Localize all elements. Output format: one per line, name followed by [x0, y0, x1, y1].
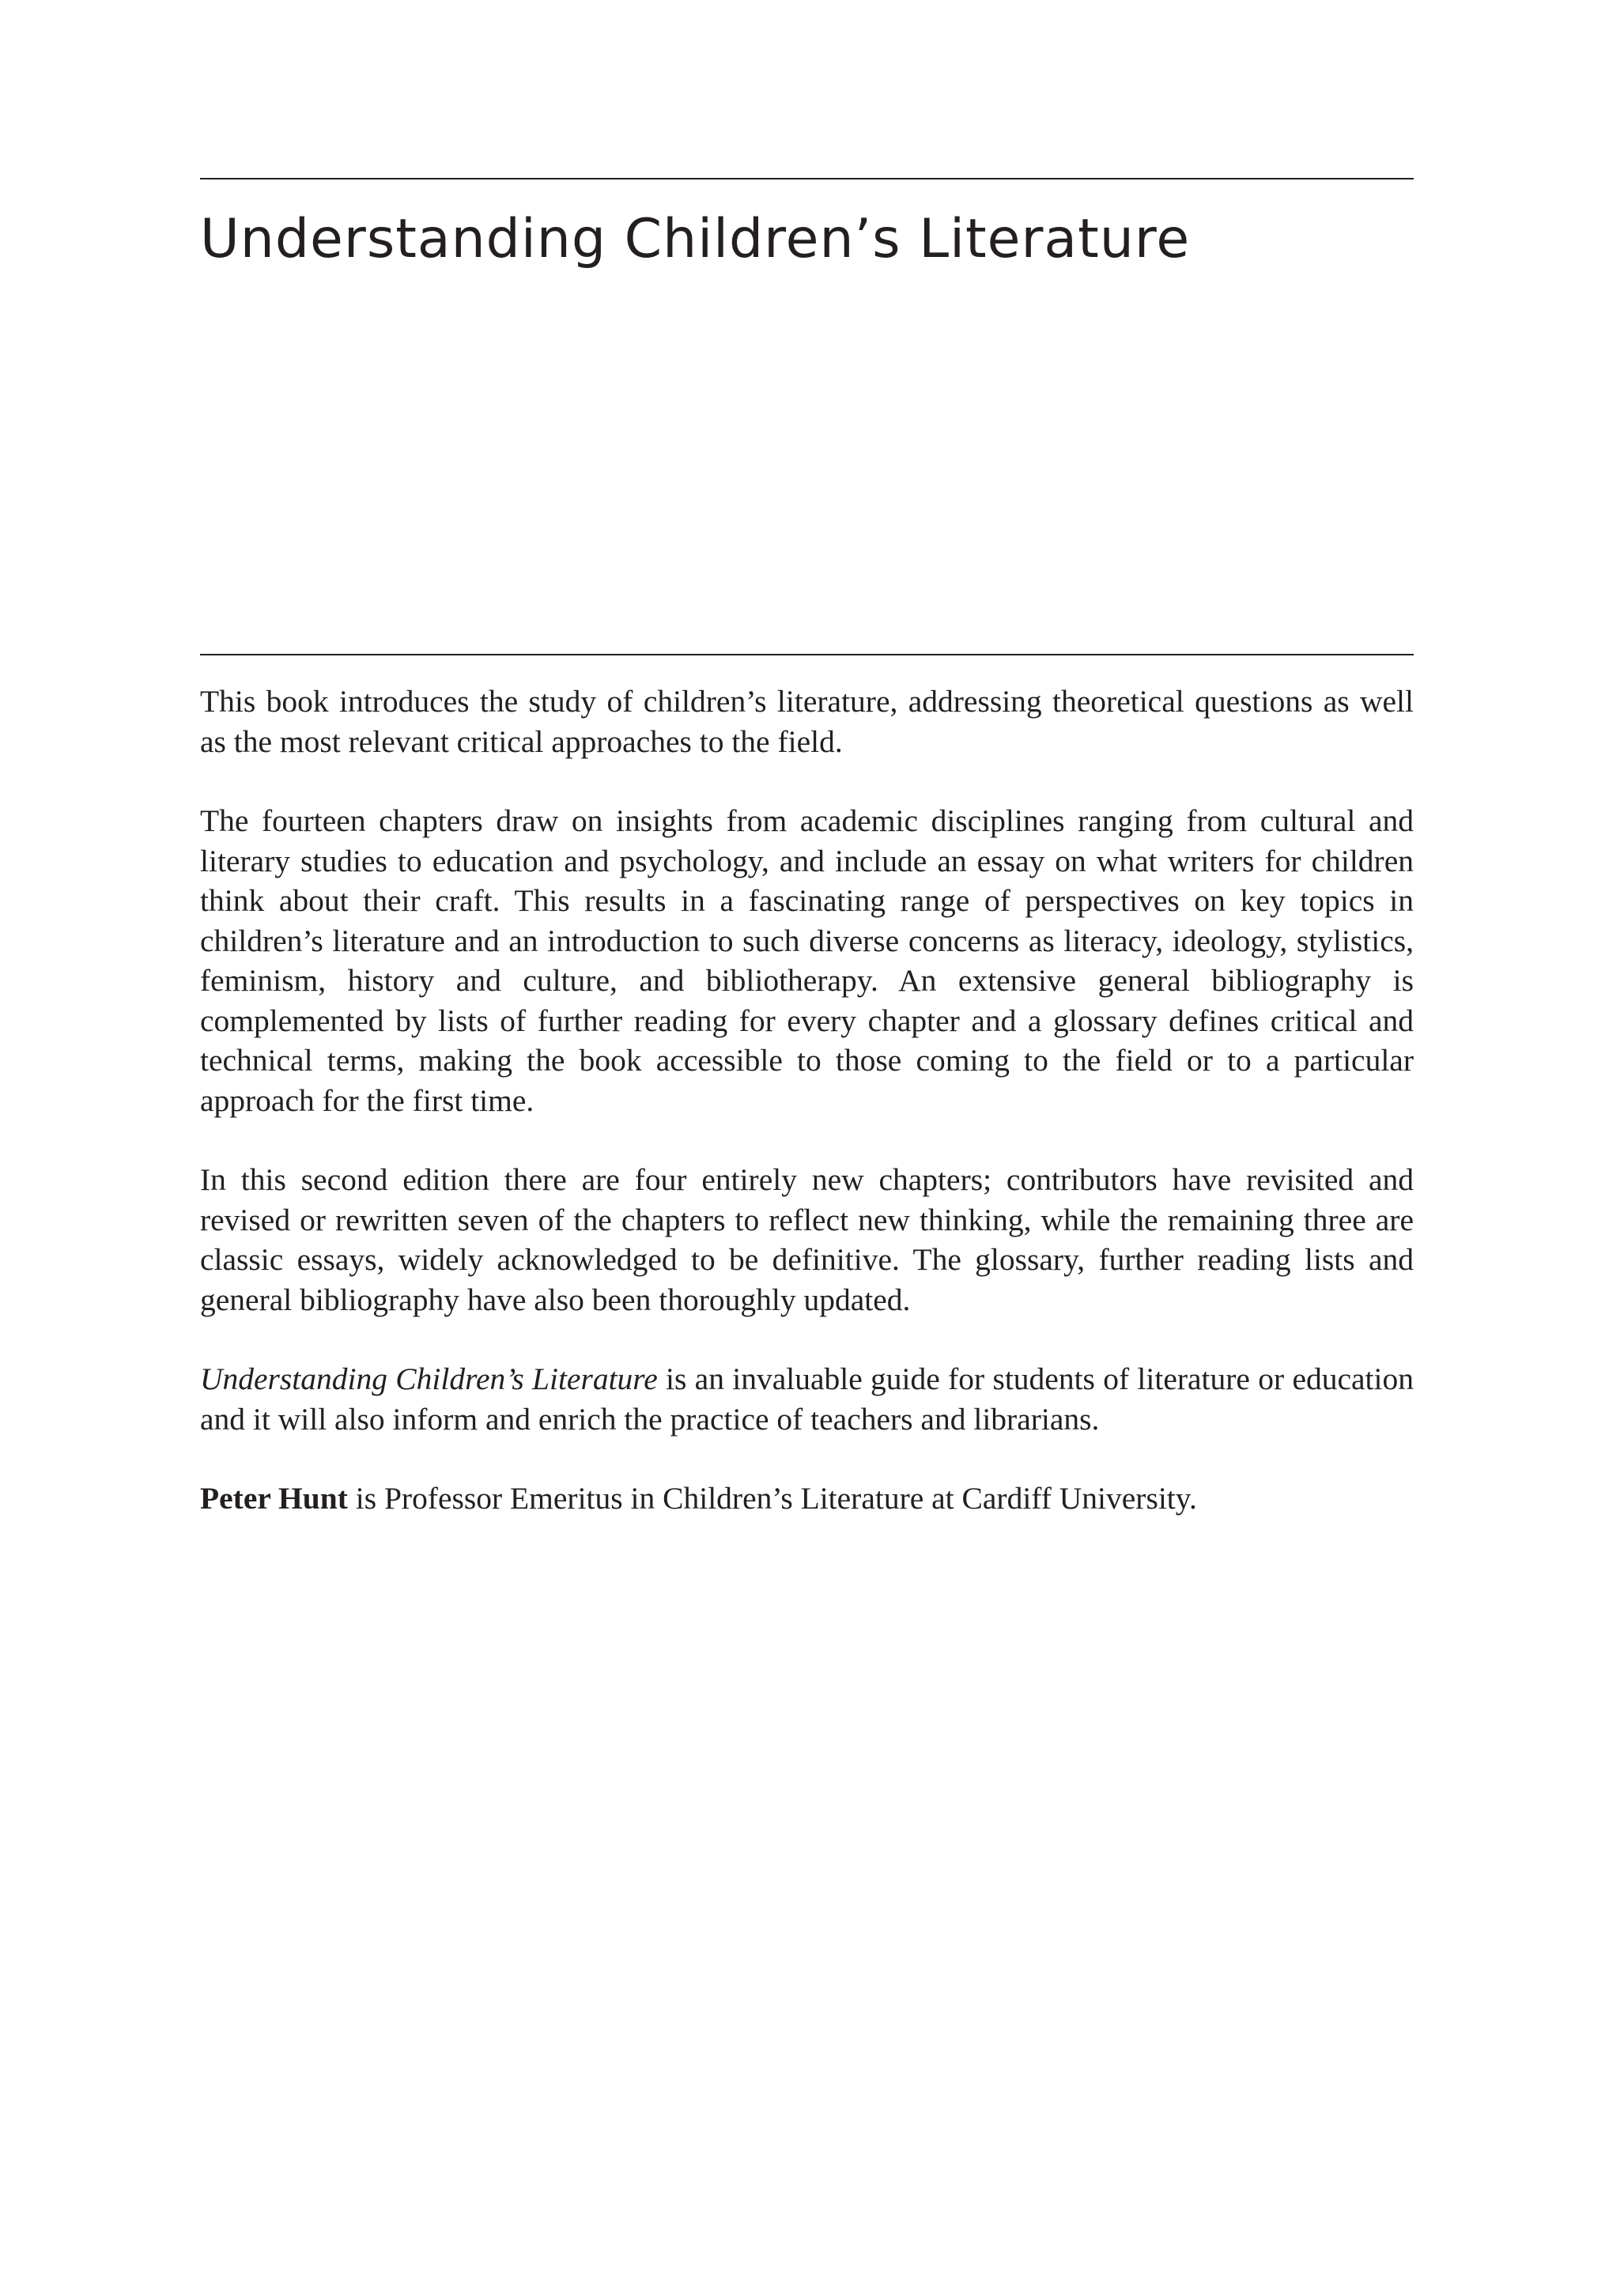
paragraph-second-edition: In this second edition there are four entirely new chapters; contributors have revisited and revised or rewritten seven of the chapters to reflect new thinking, while the remaining three are classic essays, widely acknowledged to be definitive. The glossary, further reading lists and general bibliography have also been thoroughly updated.: [200, 1162, 1414, 1317]
author-description: is Professor Emeritus in Children’s Literature at Cardiff University.: [347, 1481, 1197, 1516]
blurb-text: [200, 682, 1414, 1519]
paragraph-chapters: The fourteen chapters draw on insights from academic disciplines ranging from cultural and literary studies to education and psychology, and include an essay on what writers for children think about their craft. This results in a fascinating range of perspectives on key topics in children’s literature and an introduction to such diverse concerns as literacy, ideology, stylistics, feminism, history and culture, and bibliotherapy. An extensive general bibliography is complemented by lists of further reading for every chapter and a glossary defines critical and technical terms, making the book accessible to those coming to the field or to a particular approach for the first time.: [200, 803, 1414, 1118]
book-page: [200, 0, 1414, 2296]
paragraph-intro: This book introduces the study of children’s literature, addressing theoretical questions as well as the most relevant critical approaches to the field.: [200, 684, 1414, 759]
summary-text: is an invaluable guide for students of literature or education and it will also inform and enrich the practice of teachers and librarians.: [200, 1361, 1414, 1437]
top-rule: [200, 178, 1414, 179]
book-title-italic: Understanding Children’s Literature: [200, 1361, 658, 1396]
author-name: Peter Hunt: [200, 1481, 348, 1516]
paragraph-summary: [200, 1359, 1414, 1439]
paragraph-author: [200, 1478, 1414, 1519]
page-title: Understanding Children’s Literature: [200, 208, 1191, 270]
section-rule: [200, 654, 1414, 655]
